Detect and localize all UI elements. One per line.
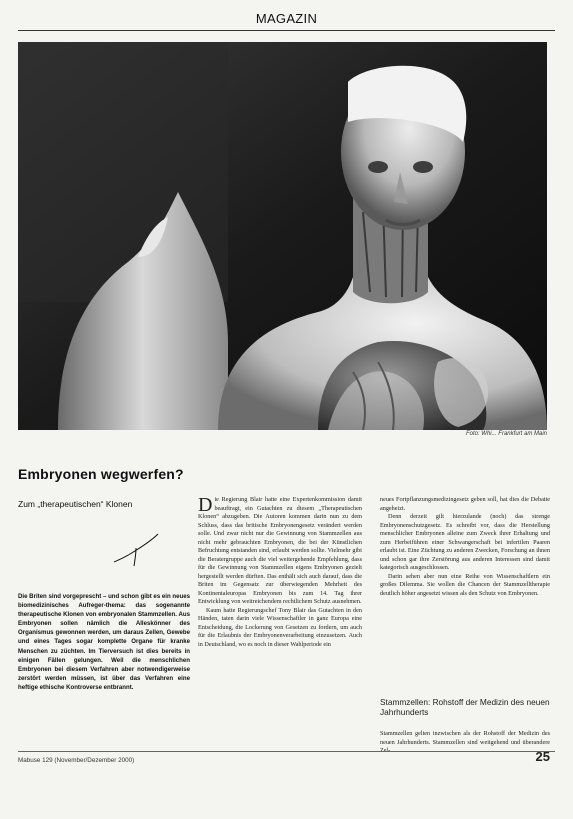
page-number: 25 bbox=[535, 749, 550, 764]
paragraph: Denn derzeit gilt hierzulande (noch) das strenge Embryonenschutzgesetz. Es schreibt vor, dass die Herstellung menschlicher Embryonen alleine zum Zweck ihrer Erhaltung und zum Herbeiführen einer Schwangerschaft bei infertilen Paaren erlaubt ist. Eine Züchtung zu anderen Zwecken, Forschung an ihnen und schon gar ihre Zerstörung aus anderen Interessen sind damit kategorisch ausgeschlossen. bbox=[380, 513, 550, 571]
drop-cap: D bbox=[198, 494, 213, 516]
section-label: MAGAZIN bbox=[255, 11, 318, 26]
header-rule bbox=[18, 30, 555, 31]
paragraph bbox=[198, 496, 362, 607]
article-column-2 bbox=[198, 496, 362, 649]
article-photo bbox=[18, 42, 547, 430]
article-headline: Embryonen wegwerfen? bbox=[18, 466, 184, 482]
article-lead: Die Briten sind vorgeprescht – und schon gibt es ein neues biomedizinisches Aufreger-thema: das sogenannte therapeutische Klonen von embryonalen Stammzellen. Aus Embryonen sollen nämlich die Alleskönner des Organismus gewonnen werden, um daraus Zellen, Gewebe und eines Tages sogar komplette Organe für kranke Menschen zu züchten. Im Tierversuch ist dies bereits in einigen Fällen gelungen. Weil die menschlichen Embryonen bei diesem Verfahren aber notwendigerweise zerstört werden müssen, ist über das Verfahren eine heftige ethische Kontroverse entbrannt. bbox=[18, 593, 191, 691]
photo-credit: Foto: Whi... Frankfurt am Main bbox=[465, 431, 547, 437]
article-column-3 bbox=[380, 496, 550, 598]
section-heading: Stammzellen: Rohstoff der Medizin des neuen Jahrhunderts bbox=[380, 697, 550, 717]
issue-info: Mabuse 129 (November/Dezember 2000) bbox=[18, 757, 135, 764]
paragraph-text: ie Regierung Blair hatte eine Expertenkommission damit beauftragt, ein Gutachten zu diesem „Therapeutischen Klonen“ abzugeben. Die Autoren kommen darin nun zu dem Schluss, dass das britische Embryonengesetz verändert werden solle. Und zwar nicht nur die Gewinnung von Stammzellen aus nicht mehr gebrauchten Embryonen, die bei der Künstlichen Befruchtung entstanden sind, erlaubt werden sollte. Vielmehr gibt die Beratergruppe auch die viel weitergehende Empfehlung, dass für die Gewinnung von Stammzellen eigens Embryonen gezielt hergestellt werden dürften. Das enthält sich auch darauf, dass die Briten im Gegensatz zur überwiegenden Mehrheit des Kontinentaleuropas Embryonen bis zum 14. Tag ihrer Entwicklung von weitreichendem rechtlichem Schutz ausnehmen. bbox=[198, 496, 362, 605]
paragraph: Stammzellen gelten inzwischen als der Rohstoff der Medizin des neuen Jahrhunderts. Stammzellen sind weitgehend und überandere Zel- bbox=[380, 730, 550, 754]
paragraph: neues Fortpflanzungsmedizingesetz geben soll, hat dies die Debatte angeheizt. bbox=[380, 496, 550, 512]
anatomical-model-image bbox=[18, 42, 547, 430]
paragraph: Kaum hatte Regierungschef Tony Blair das Gutachten in den Händen, taten darin viele Wissenschaftler in ganz Europa eine Entscheidung, die Lockerung von Gesetzen zu fordern, um auch für die Erlaubnis der Embryonenverarbeitung einzusetzen. Auch in Deutschland, wo es noch in dieser Wahlperiode ein bbox=[198, 606, 362, 648]
footer-rule bbox=[18, 751, 555, 752]
article-subheadline: Zum „therapeutischen“ Klonen bbox=[18, 499, 133, 509]
paragraph: Darin sehen aber nun eine Reihe von Wissenschaftlern ein großes Dilemma. Sie wollen die Chancen der Stammzelltherapie deutlich höher angesetzt wissen als den Schutz von Embryonen. bbox=[380, 572, 550, 597]
decorative-pen-stroke bbox=[112, 530, 162, 568]
